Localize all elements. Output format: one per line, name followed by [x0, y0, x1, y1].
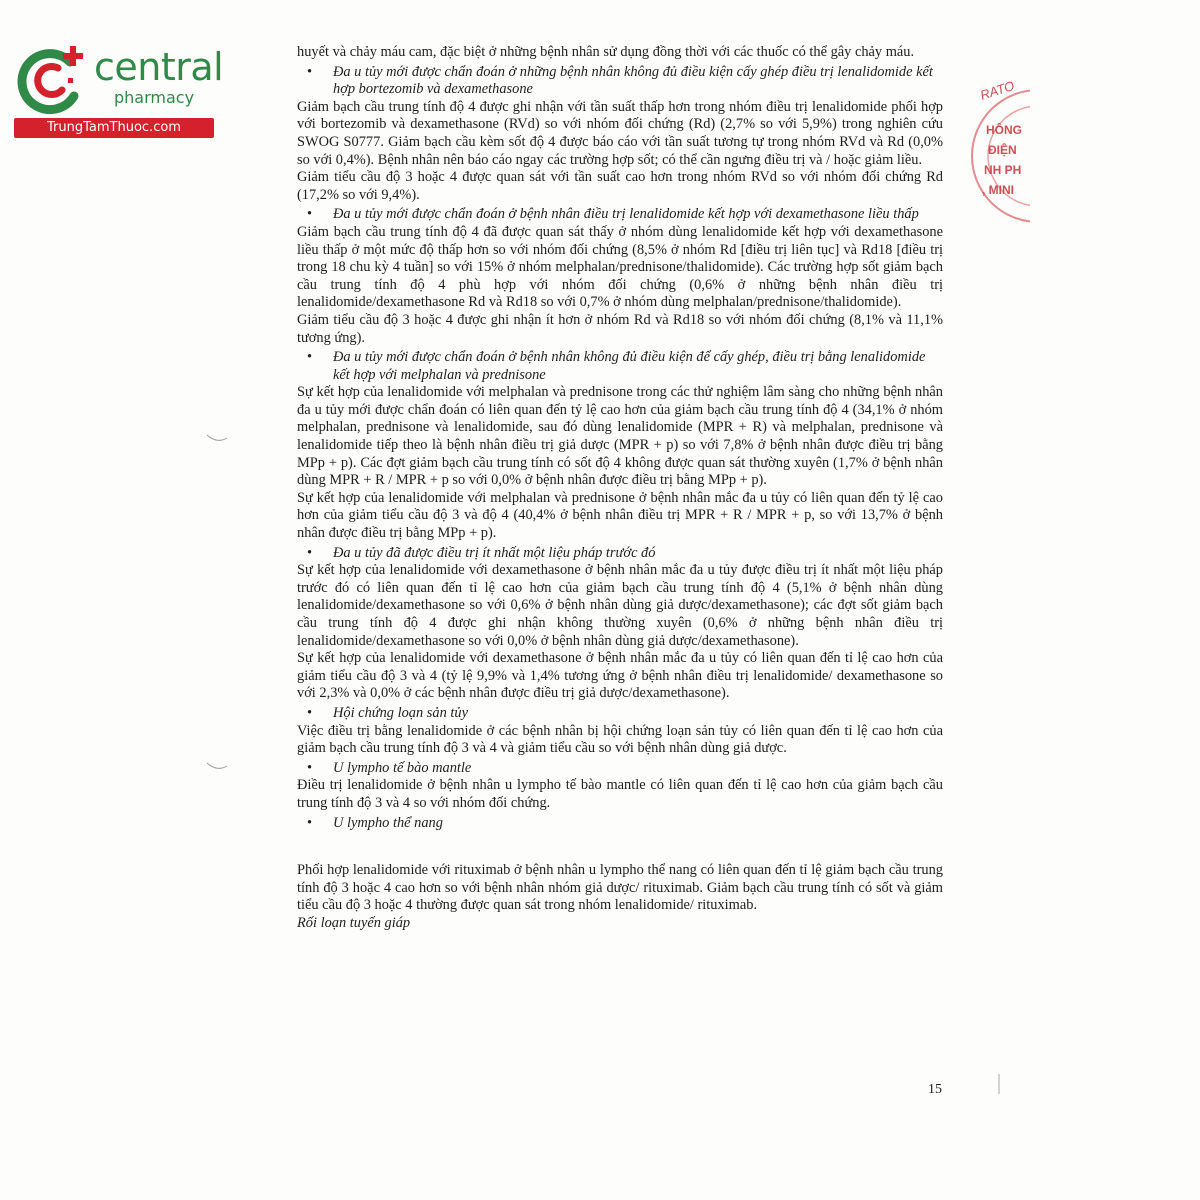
logo-subtitle: pharmacy — [114, 88, 195, 107]
body-paragraph: Sự kết hợp của lenalidomide với melphalan và prednisone trong các thử nghiệm lâm sàng cho những bệnh nhân đa u tủy mới được chẩn đoán có liên quan đến tỷ lệ cao hơn của giảm bạch cầu trung tính độ 4 (34,1% ở nhóm melphalan, prednisone và lenalidomide, sau đó dùng lenalidomide (MPR + R) và melphalan, prednisone và lenalidomide tiếp theo là bệnh nhân điều trị giả dược (MPR + p) so với 7,8% ở bệnh nhân được điều trị bằng MPp + p). Các đợt giảm bạch cầu trung tính có sốt độ 4 không được quan sát thường xuyên (1,7% ở bệnh nhân dùng MPR + R / MPR + p so với 0,0% ở bệnh nhân được điều trị bằng MPp + p). — [297, 384, 943, 489]
body-paragraph: Giảm tiểu cầu độ 3 hoặc 4 được ghi nhận ít hơn ở nhóm Rd và Rd18 so với nhóm đối chứng (8,1% và 11,1% tương ứng). — [297, 311, 943, 346]
section-bullet-heading: • Đa u tủy mới được chẩn đoán ở bệnh nhân không đủ điều kiện để cấy ghép, điều trị bằng lenalidomide kết hợp với melphalan và prednisone — [297, 349, 943, 384]
logo-website: TrungTamThuoc.com — [14, 118, 214, 138]
document-body — [297, 44, 943, 933]
scan-mark — [996, 1074, 1002, 1094]
pharmacy-c-cross-icon — [12, 40, 92, 120]
body-paragraph: Sự kết hợp của lenalidomide với melphalan và prednisone ở bệnh nhân mắc đa u tủy có liên quan đến tỷ lệ cao hơn của giảm tiểu cầu độ 3 và độ 4 (40,4% ở bệnh nhân điều trị MPR + R / MPR + p, so với 13,7% ở bệnh nhân được điều trị bằng MPp + p). — [297, 489, 943, 542]
body-paragraph: huyết và chảy máu cam, đặc biệt ở những bệnh nhân sử dụng đồng thời với các thuốc có thể gây chảy máu. — [297, 44, 915, 60]
section-bullet-heading: • Hội chứng loạn sản tủy — [297, 705, 943, 723]
body-paragraph: Giảm tiểu cầu độ 3 hoặc 4 được quan sát với tần suất cao hơn trong nhóm RVd so với nhóm đối chứng Rd (17,2% so với 9,4%). — [297, 169, 943, 203]
stamp-seal — [968, 78, 1030, 238]
scan-mark — [205, 760, 229, 772]
svg-text:NH PH: NH PH — [984, 163, 1022, 177]
svg-text:RATO: RATO — [978, 78, 1017, 103]
spacer — [297, 832, 943, 862]
svg-text:, MINI: , MINI — [982, 183, 1014, 197]
logo-brand: central — [94, 45, 224, 89]
body-paragraph: Giảm bạch cầu trung tính độ 4 đã được quan sát thấy ở nhóm dùng lenalidomide kết hợp với dexamethasone liều thấp ở một mức độ thấp hơn so với nhóm đối chứng (8,5% ở nhóm Rd [điều trị liên tục] và Rd18 [điều trị trong 18 chu kỳ 4 tuần] so với 15% ở nhóm melphalan/prednisone/thalidomide). Các trường hợp sốt giảm bạch cầu trung tính độ 4 phù hợp với nhóm đối chứng (0,6% ở những bệnh nhân điều trị lenalidomide/dexamethasone Rd và Rd18 so với 0,7% ở nhóm dùng melphalan/prednisone/thalidomide). — [297, 223, 943, 311]
section-bullet-heading: • Đa u tủy đã được điều trị ít nhất một liệu pháp trước đó — [297, 545, 943, 563]
body-paragraph: Sự kết hợp của lenalidomide với dexamethasone ở bệnh nhân mắc đa u tủy được điều trị ít nhất một liệu pháp trước đó có liên quan đến tỉ lệ cao hơn của giảm bạch cầu trung tính độ 4 (5,1% ở bệnh nhân dùng lenalidomide/dexamethasone so với 0,6% ở bệnh nhân dùng giả dược/dexamethasone); các đợt sốt giảm bạch cầu trung tính độ 4 được ghi nhận không thường xuyên (0,6% ở những bệnh nhân điều trị lenalidomide/dexamethasone so với 0,0% ở bệnh nhân dùng giả dược/dexamethasone). — [297, 562, 943, 649]
section-bullet-heading: • Đa u tủy mới được chẩn đoán ở bệnh nhân điều trị lenalidomide kết hợp với dexamethasone liều thấp — [297, 206, 943, 224]
body-paragraph: Việc điều trị bằng lenalidomide ở các bệnh nhân bị hội chứng loạn sản tủy có liên quan đến tỉ lệ cao hơn của giảm bạch cầu trung tính độ 3 và 4 và giảm tiểu cầu so với bệnh nhân dùng giả dược. — [297, 722, 943, 757]
body-paragraph: Phối hợp lenalidomide với rituximab ở bệnh nhân u lympho thể nang có liên quan đến tỉ lệ giảm bạch cầu trung tính độ 3 hoặc 4 cao hơn so với bệnh nhân nhóm giả dược/ rituximab. Giảm bạch cầu trung tính có sốt và giảm tiểu cầu độ 3 hoặc 4 thường được quan sát trong nhóm lenalidomide/ rituximab. — [297, 862, 943, 914]
section-heading: Rối loạn tuyến giáp — [297, 914, 411, 931]
svg-text:ĐIỆN: ĐIỆN — [988, 143, 1017, 157]
section-bullet-heading: • U lympho thể nang — [297, 815, 943, 833]
body-paragraph: Điều trị lenalidomide ở bệnh nhân u lympho tế bào mantle có liên quan đến tỉ lệ cao hơn của giảm bạch cầu trung tính độ 3 và 4 so với nhóm đối chứng. — [297, 777, 943, 811]
section-bullet-heading: • U lympho tế bào mantle — [297, 760, 943, 778]
svg-text:HÔNG: HÔNG — [986, 123, 1022, 137]
page-number: 15 — [928, 1082, 942, 1097]
scan-mark — [205, 432, 229, 444]
body-paragraph: Giảm bạch cầu trung tính độ 4 được ghi nhận với tần suất thấp hơn trong nhóm điều trị lenalidomide phối hợp với bortezomib và dexamethasone (RVd) so với nhóm đối chứng (Rd) (2,7% so với 5,9%) trong nghiên cứu SWOG S0777. Giảm bạch cầu kèm sốt độ 4 được báo cáo với tần suất tương tự trong nhóm RVd và Rd (0,0% so với 0,4%). Bệnh nhân nên báo cáo ngay các trường hợp sốt; có thể cần ngưng điều trị và / hoặc giảm liều. — [297, 98, 943, 168]
section-bullet-heading: • Đa u tủy mới được chẩn đoán ở những bệnh nhân không đủ điều kiện cấy ghép điều trị lenalidomide kết hợp bortezomib và dexamethasone — [297, 64, 943, 99]
body-paragraph: Sự kết hợp của lenalidomide với dexamethasone ở bệnh nhân mắc đa u tủy có liên quan đến tỉ lệ cao hơn của giảm tiểu cầu độ 3 và 4 (tỷ lệ 9,9% và 1,4% tương ứng ở bệnh nhân điều trị lenalidomide/ dexamethasone so với 2,3% và 0,0% ở các bệnh nhân được điều trị giả dược/dexamethasone). — [297, 650, 943, 702]
central-pharmacy-logo — [8, 38, 224, 138]
